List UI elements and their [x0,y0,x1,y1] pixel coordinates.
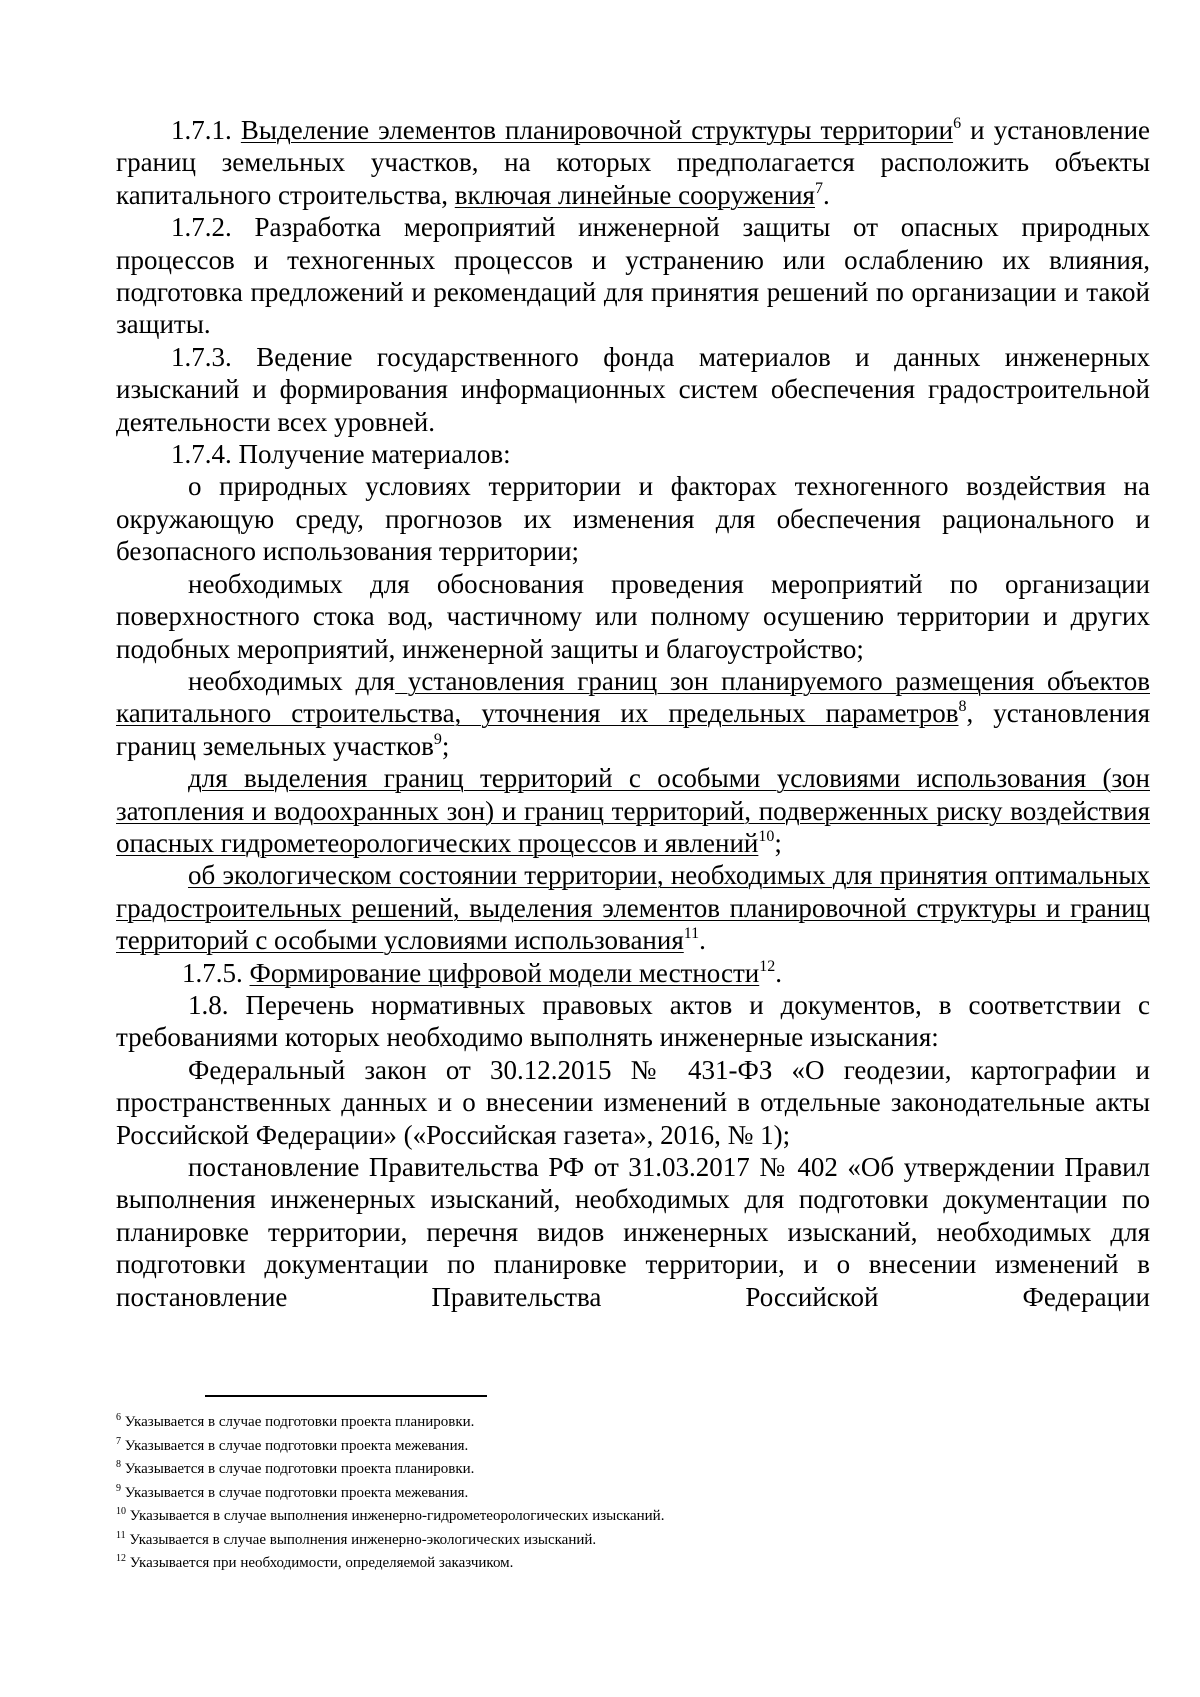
underlined-text: установления границ зон планируемого размещения объектов капитального строительства, уточнения их предельных параметров [116,665,1150,729]
footnote-number: 6 [116,1412,121,1423]
footnote-ref: 10 [758,827,775,845]
footnote-number: 12 [116,1553,126,1564]
paragraph-1-7-2: 1.7.2. Разработка мероприятий инженерной защиты от опасных природных процессов и техногенных процессов и устранению или ослаблению их влияния, подготовка предложений и рекомендаций для принятия решений по организации и такой защиты. [116,212,1150,340]
footnote-text: Указывается в случае подготовки проекта планировки. [121,1461,475,1477]
footnote [116,1529,1116,1553]
list-item-text: необходимых для [188,665,396,696]
footnote [116,1505,1116,1529]
footnote-number: 7 [116,1435,121,1447]
footnotes [116,1411,1116,1576]
footnote-ref: 11 [683,925,700,943]
paragraph-1-7-5 [116,957,1150,989]
footnote-ref: 9 [433,730,442,748]
footnote-number: 8 [116,1459,121,1470]
footnote-number: 9 [116,1482,121,1494]
footnote-text: Указывается в случае выполнения инженерно-гидрометеорологических изысканий. [126,1508,665,1524]
list-item-surface-runoff: необходимых для обоснования проведения мероприятий по организации поверхностного стока вод, частичному или полному осушению территории и других подобных мероприятий, инженерной защиты и благоустройство; [116,568,1150,664]
paragraph-text: и установление границ земельных участков, на которых предполагается расположить объекты капитального строительства, [116,115,1151,210]
paragraph-1-7-4-heading: 1.7.4. Получение материалов: [171,439,511,470]
item-number: 1.7.1. [171,115,241,145]
footnote-number: 11 [116,1529,126,1541]
list-item-special-conditions [116,762,1150,859]
footnote [116,1482,1116,1506]
footnote-ref: 6 [953,115,962,132]
footnote-separator [205,1395,487,1397]
footnote [116,1435,1116,1459]
list-item-natural-conditions: о природных условиях территории и факторах техногенного воздействия на окружающую среду, прогнозов их изменения для обеспечения рационального и безопасного использования территории; [116,471,1150,567]
paragraph-1-8: 1.8. Перечень нормативных правовых актов и документов, в соответствии с требованиями которых необходимо выполнять инженерные изыскания: [116,989,1150,1053]
law-item-government-decree: постановление Правительства РФ от 31.03.2017 № 402 «Об утверждении Правил выполнения инженерных изысканий, необходимых для подготовки документации по планировке территории, перечня видов инженерных изысканий, необходимых для подготовки документации по планировке территории, и о внесении изменений в постановление Правительства Российской Федерации [116,1152,1150,1312]
footnote-text: Указывается в случае подготовки проекта планировки. [121,1414,475,1430]
list-item-zone-boundaries [116,665,1150,762]
law-item-federal-law: Федеральный закон от 30.12.2015 № 431-ФЗ «О геодезии, картографии и пространственных данных и о внесении изменений в отдельные законодательные акты Российской Федерации» («Российская газета», 2016, № 1); [116,1054,1150,1150]
footnote-text: Указывается в случае подготовки проекта межевания. [121,1484,469,1501]
underlined-text: об экологическом состоянии территории, необходимых для принятия оптимальных градостроительных решений, выделения элементов планировочной структуры и границ территорий с особыми условиями использования [116,860,1150,956]
footnote-text: Указывается в случае выполнения инженерно-экологических изысканий. [125,1531,597,1548]
footnote [116,1552,1116,1576]
footnote-ref: 8 [958,698,967,716]
punctuation: ; [774,827,782,858]
footnote-ref: 12 [759,957,776,975]
underlined-text: Выделение элементов планировочной структуры территории [240,115,954,145]
list-item-ecological-state [116,859,1150,956]
punctuation: . [822,179,830,210]
list-item-text: , установления границ земельных участков [116,698,1150,761]
paragraph-1-7-1 [116,114,1150,211]
underlined-text: для выделения границ территорий с особыми условиями использования (зон затопления и водоохранных зон) и границ территорий, подверженных риску воздействия опасных гидрометеорологических процессов и явлений [116,763,1150,858]
paragraph-1-7-3: 1.7.3. Ведение государственного фонда материалов и данных инженерных изысканий и формирования информационных систем обеспечения градостроительной деятельности всех уровней. [116,341,1150,437]
footnote-text: Указывается при необходимости, определяемой заказчиком. [126,1555,514,1571]
footnote [116,1411,1116,1435]
footnote-text: Указывается в случае подготовки проекта межевания. [121,1437,469,1454]
punctuation: ; [441,730,450,761]
footnote-number: 10 [116,1506,126,1517]
underlined-text: включая линейные сооружения [454,179,815,210]
footnote-ref: 7 [814,179,823,197]
item-number: 1.7.5. [182,957,250,988]
document-body [116,114,1150,1313]
footnote [116,1458,1116,1482]
punctuation: . [775,957,782,988]
punctuation: . [699,925,706,956]
underlined-text: Формирование цифровой модели местности [249,957,760,988]
